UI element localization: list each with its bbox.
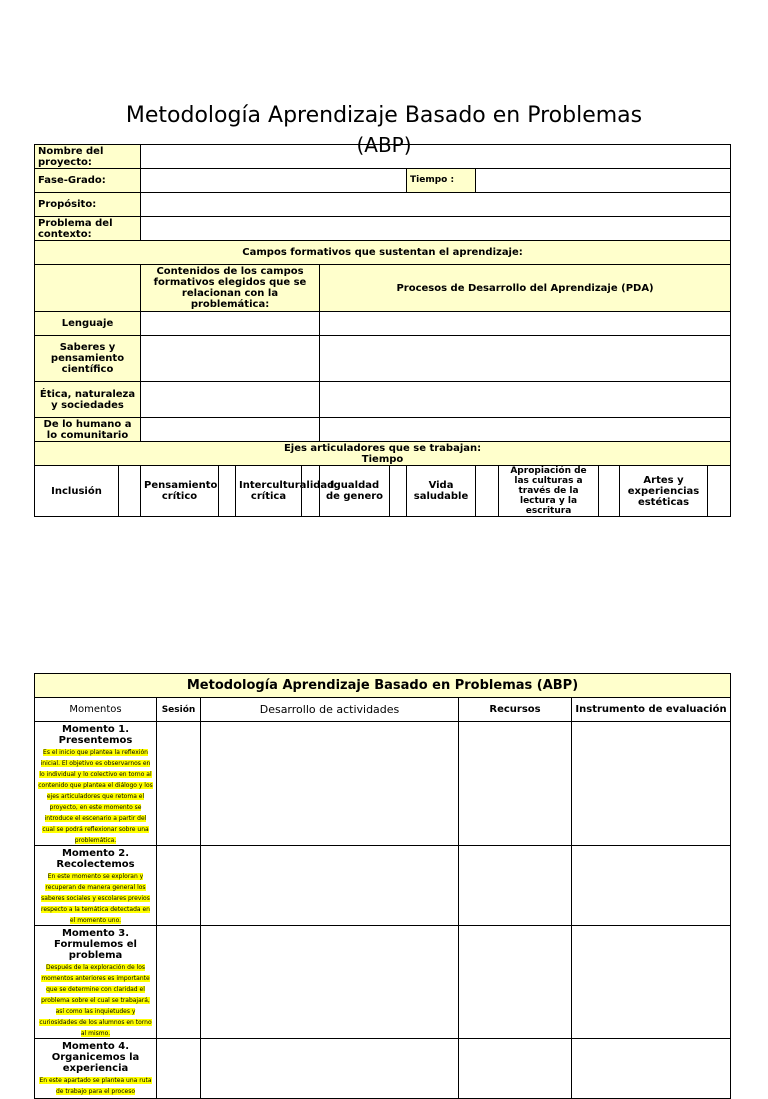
sesion-cell[interactable] [157,722,201,846]
ejes-header [35,442,731,466]
instrumento-cell[interactable] [572,722,731,846]
desarrollo-cell[interactable] [201,846,459,926]
col-momentos: Momentos [35,698,157,722]
campo-label: Lenguaje [35,312,141,336]
campo-pda-cell[interactable] [320,418,731,442]
tiempo-label: Tiempo : [407,169,476,193]
title-line-2: (ABP) [356,133,412,157]
contenidos-header: Contenidos de los campos formativos elegidos que se relacionan con la problemática: [141,265,320,312]
document-title [0,103,768,129]
campo-contenido-cell[interactable] [141,312,320,336]
eje-check-cell[interactable] [476,466,499,517]
eje-label: Inclusión [35,466,119,517]
eje-check-cell[interactable] [599,466,620,517]
momento-title: Momento 2. Recolectemos [56,848,135,870]
campo-contenido-cell[interactable] [141,382,320,418]
momento-desc: Después de la exploración de los momentos anteriores es importante que se determine con claridad el problema sobre el cual se trabajará, así como las inquietudes y curiosidades de los alumnos en torno al mismo. [39,964,152,1037]
momento-cell [35,722,157,846]
campo-pda-cell[interactable] [320,336,731,382]
fase-field[interactable] [141,169,407,193]
problema-label: Problema del contexto: [35,217,141,241]
momento-desc: En este apartado se plantea una ruta de trabajo para el proceso [39,1077,152,1095]
campo-contenido-cell[interactable] [141,418,320,442]
eje-label: Pensamiento crítico [141,466,219,517]
eje-label: Vida saludable [407,466,476,517]
pda-header: Procesos de Desarrollo del Aprendizaje (PDA) [320,265,731,312]
title-line-1: Metodología Aprendizaje Basado en Problemas [125,103,643,128]
desarrollo-cell[interactable] [201,722,459,846]
momentos-table [34,673,731,1099]
col-desarrollo: Desarrollo de actividades [201,698,459,722]
nombre-label: Nombre del proyecto: [35,145,141,169]
campo-pda-cell[interactable] [320,312,731,336]
eje-label: Artes y experiencias estéticas [620,466,708,517]
sesion-cell[interactable] [157,926,201,1039]
eje-label: Interculturalidad crítica [236,466,302,517]
eje-check-cell[interactable] [219,466,236,517]
proposito-label: Propósito: [35,193,141,217]
recursos-cell[interactable] [459,926,572,1039]
momento-title: Momento 3. Formulemos el problema [54,928,137,961]
fase-label: Fase-Grado: [35,169,141,193]
sesion-cell[interactable] [157,846,201,926]
problema-field[interactable] [141,217,731,241]
proposito-field[interactable] [141,193,731,217]
momento-desc: En este momento se exploran y recuperan de manera general los saberes sociales y escolares previos respecto a la temática detectada en el momento uno. [41,873,150,924]
campo-label: Ética, naturaleza y sociedades [35,382,141,418]
desarrollo-cell[interactable] [201,1039,459,1099]
momento-cell [35,1039,157,1099]
instrumento-cell[interactable] [572,1039,731,1099]
recursos-cell[interactable] [459,1039,572,1099]
sesion-cell[interactable] [157,1039,201,1099]
campo-label: Saberes y pensamiento científico [35,336,141,382]
momento-cell [35,846,157,926]
col-sesion: Sesión [157,698,201,722]
recursos-cell[interactable] [459,722,572,846]
momento-cell [35,926,157,1039]
momento-desc: Es el inicio que plantea la reflexión inicial. El objetivo es observarnos en lo individual y lo colectivo en torno al contenido que plantea el diálogo y los ejes articuladores que retoma el proyecto, en este momento se introduce el escenario a partir del cual se podrá reflexionar sobre una problemática. [38,749,153,844]
eje-check-cell[interactable] [390,466,407,517]
ejes-header-text: Ejes articuladores que se trabajan: [283,442,482,454]
eje-check-cell[interactable] [302,466,320,517]
campos-header: Campos formativos que sustentan el aprendizaje: [35,241,731,265]
eje-label: Apropiación de las culturas a través de la lectura y la escritura [499,466,599,517]
momentos-title: Metodología Aprendizaje Basado en Problemas (ABP) [35,674,731,698]
instrumento-cell[interactable] [572,926,731,1039]
campo-pda-cell[interactable] [320,382,731,418]
instrumento-cell[interactable] [572,846,731,926]
tiempo-field[interactable] [476,169,731,193]
recursos-cell[interactable] [459,846,572,926]
col-instrumento: Instrumento de evaluación [572,698,731,722]
campo-label: De lo humano a lo comunitario [35,418,141,442]
momento-title: Momento 1. Presentemos [58,724,133,746]
eje-check-cell[interactable] [708,466,731,517]
campos-corner [35,265,141,312]
momento-title: Momento 4. Organicemos la experiencia [51,1041,140,1074]
campo-contenido-cell[interactable] [141,336,320,382]
ejes-subheader-text: Tiempo [361,453,404,465]
project-table [34,144,731,517]
eje-label: Igualdad de genero [320,466,390,517]
col-recursos: Recursos [459,698,572,722]
eje-check-cell[interactable] [119,466,141,517]
desarrollo-cell[interactable] [201,926,459,1039]
